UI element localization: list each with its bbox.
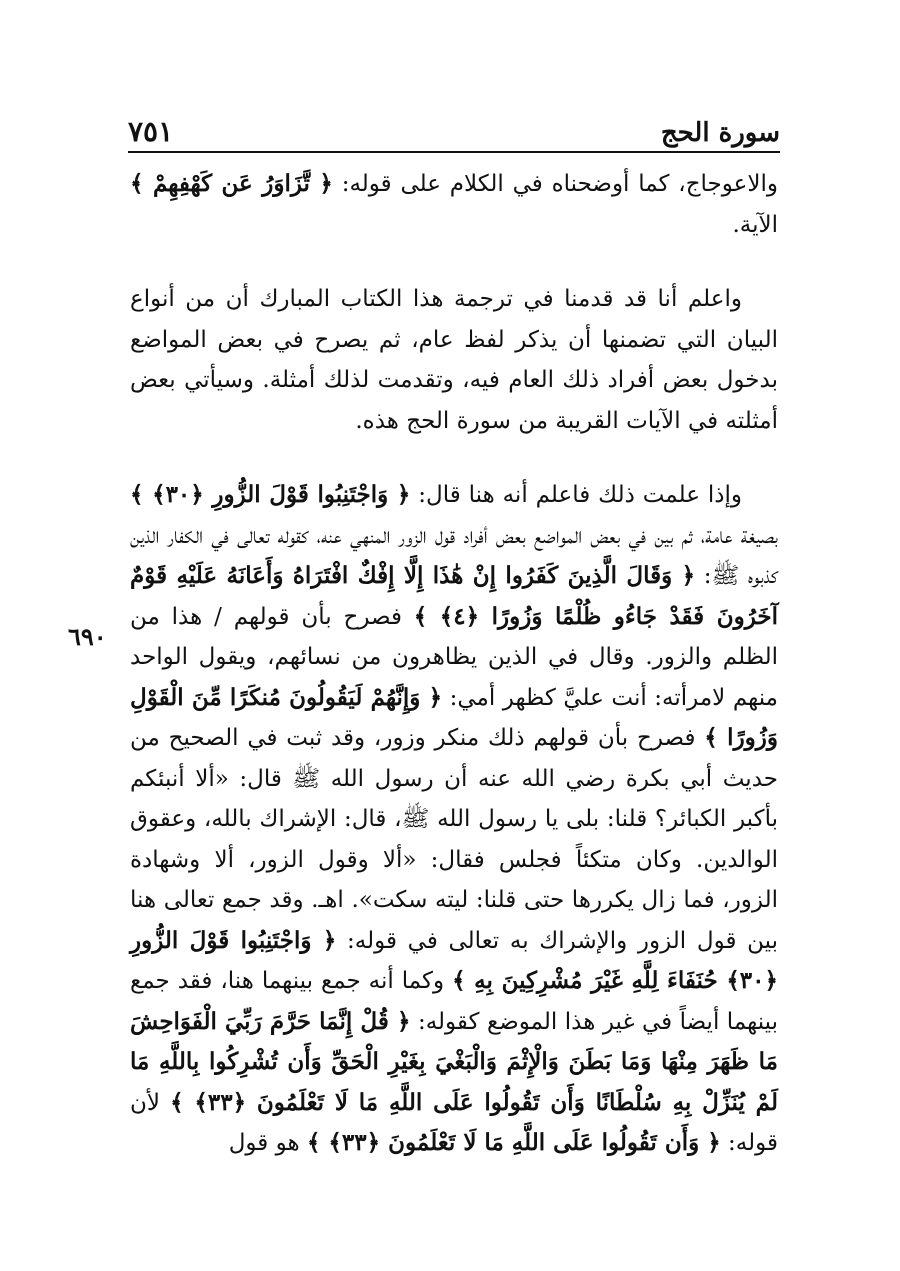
quran-quote: ﴿ وَاجْتَنِبُوا قَوْلَ الزُّورِ ﴿٣٠﴾ ﴾	[130, 481, 411, 508]
header-divider	[128, 151, 780, 153]
page-body	[130, 164, 778, 1164]
paragraph-continuation	[130, 164, 778, 245]
text-run: والاعوجاج، كما أوضحناه في الكلام على قوله:	[332, 171, 778, 197]
quran-quote: ﴿ وَأَن تَقُولُوا عَلَى اللَّهِ مَا لَا تَعْلَمُونَ ﴿٣٣﴾ ﴾	[306, 1129, 721, 1156]
quran-quote: ﴿ وَإِنَّهُمْ لَيَقُولُونَ مُنكَرًا مِّنَ الْقَوْلِ وَزُورًا ﴾	[130, 683, 778, 751]
text-run: فصرح بأن قولهم / هذا من الظلم والزور. وقال في الذين يظاهرون من نسائهم، ويقول الواحد منهم لامرأته: أنت عليَّ كظهر أمي:	[130, 603, 778, 711]
quran-quote: ﴿ وَاجْتَنِبُوا قَوْلَ الزُّورِ ﴿٣٠﴾ حُنَفَاءَ لِلَّهِ غَيْرَ مُشْرِكِينَ بِهِ ﴾	[130, 926, 778, 994]
text-run: وإذا علمت ذلك فاعلم أنه هنا قال:	[410, 482, 742, 508]
running-title: سورة الحج	[660, 118, 780, 148]
text-run: لأن قوله:	[130, 1089, 778, 1156]
text-run: هو قول	[228, 1130, 307, 1156]
paragraph-main	[130, 475, 778, 1164]
margin-page-marker: ٦٩٠	[68, 622, 107, 651]
text-run: واعلم أنا قد قدمنا في ترجمة هذا الكتاب المبارك أن من أنواع البيان التي تضمنها أن يذكر لفظ عام، ثم يصرح في بعض المواضع بدخول بعض أفراد ذلك العام فيه، وتقدمت لذلك أمثلة. وسيأتي بعض أمثلته في الآيات القريبة من سورة الحج هذه.	[130, 286, 778, 434]
text-run: فصرح بأن قولهم ذلك منكر وزور، وقد ثبت في الصحيح من حديث أبي بكرة رضي الله عنه أن رسول الله ﷺ قال: «ألا أنبئكم بأكبر الكبائر؟ قلنا: بلى يا رسول الله ﷺ، قال: الإشراك بالله، وعقوق الوالدين. وكان متكئاً فجلس فقال: «ألا وقول الزور، ألا وشهادة الزور، فما زال يكررها حتى قلنا: ليته سكت». اهـ. وقد جمع تعالى هنا بين قول الزور والإشراك به تعالى في قوله:	[130, 725, 779, 954]
quran-quote: ﴿ وَقَالَ الَّذِينَ كَفَرُوا إِنْ هَٰذَا إِلَّا إِفْكٌ افْتَرَاهُ وَأَعَانَهُ عَلَيْهِ قَوْمٌ آخَرُونَ فَقَدْ جَاءُو ظُلْمًا وَزُورًا ﴿٤﴾ ﴾	[130, 562, 779, 630]
quran-quote: ﴿ قُلْ إِنَّمَا حَرَّمَ رَبِّيَ الْفَوَاحِشَ مَا ظَهَرَ مِنْهَا وَمَا بَطَنَ وَالْإِثْمَ وَالْبَغْيَ بِغَيْرِ الْحَقِّ وَأَن تُشْرِكُوا بِاللَّهِ مَا لَمْ يُنَزِّلْ بِهِ سُلْطَانًا وَأَن تَقُولُوا عَلَى اللَّهِ مَا لَا تَعْلَمُونَ ﴿٣٣﴾ ﴾	[130, 1007, 778, 1116]
text-run: وكما أنه جمع بينهما هنا، فقد جمع بينهما أيضاً في غير هذا الموضع كقوله:	[130, 968, 778, 1035]
page-number: ٧٥١	[128, 115, 174, 148]
page-header	[128, 108, 780, 148]
quran-quote: ﴿ تَّزَاوَرُ عَن كَهْفِهِمْ ﴾	[130, 170, 333, 197]
text-run: بصيغة عامة، ثم بين في بعض المواضع بعض أفراد قول الزور المنهي عنه، كقوله تعالى في الكفار الذين كذبوه ﷺ:	[130, 522, 779, 589]
text-run: الآية.	[732, 211, 778, 238]
paragraph-intro	[130, 279, 778, 441]
